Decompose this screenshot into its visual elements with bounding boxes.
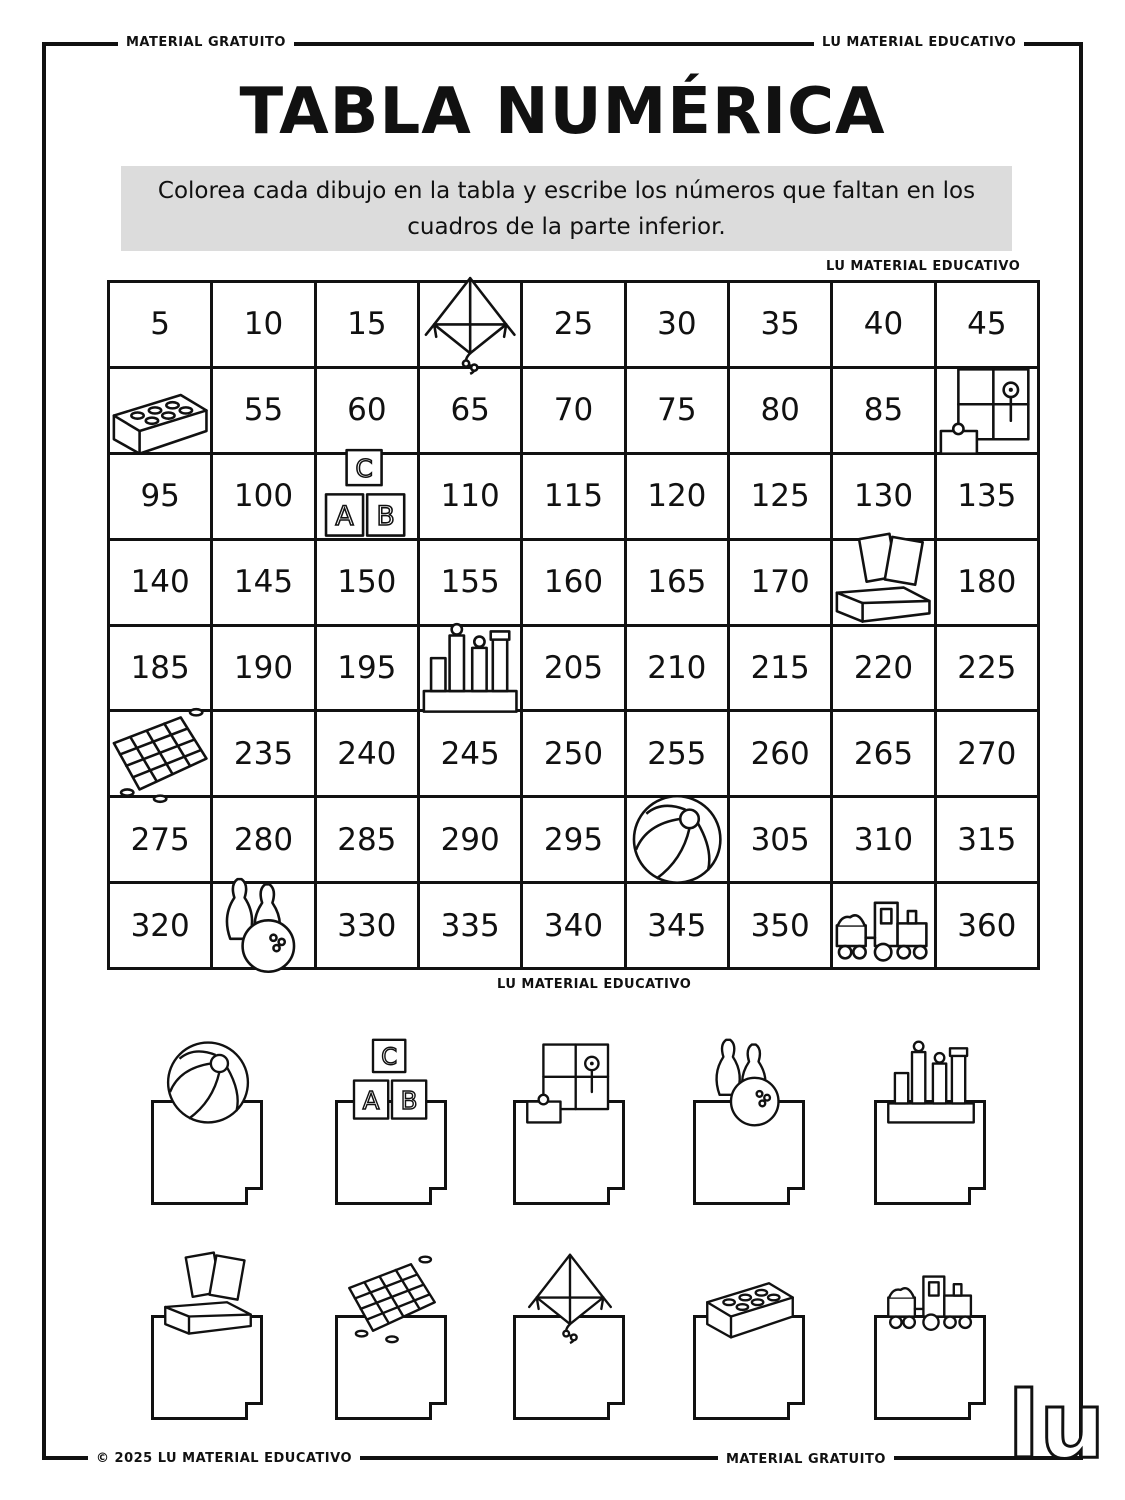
number-cell: 295 xyxy=(523,798,626,884)
number-cell: 305 xyxy=(730,798,833,884)
number-cell: 350 xyxy=(730,884,833,970)
number-table xyxy=(107,280,1040,970)
number-cell: 345 xyxy=(627,884,730,970)
number-cell: 285 xyxy=(317,798,420,884)
number-cell: 250 xyxy=(523,712,626,798)
number-cell: 135 xyxy=(937,455,1040,541)
number-cell: 70 xyxy=(523,369,626,455)
number-cell: 290 xyxy=(420,798,523,884)
number-cell: 265 xyxy=(833,712,936,798)
number-cell: 320 xyxy=(110,884,213,970)
number-cell: 40 xyxy=(833,283,936,369)
number-cell: 180 xyxy=(937,541,1040,627)
number-cell: 215 xyxy=(730,627,833,713)
number-cell: 170 xyxy=(730,541,833,627)
number-cell: 145 xyxy=(213,541,316,627)
number-cell: 275 xyxy=(110,798,213,884)
watermark-top: LU MATERIAL EDUCATIVO xyxy=(826,259,1021,274)
answer-card-checkers xyxy=(327,1250,457,1420)
number-cell: 25 xyxy=(523,283,626,369)
instructions-text: Colorea cada dibujo en la tabla y escribe los números que faltan en los cuadros de la parte inferior. xyxy=(157,177,976,240)
kite-icon xyxy=(420,283,523,369)
number-cell: 155 xyxy=(420,541,523,627)
number-cell: 15 xyxy=(317,283,420,369)
answer-card-abc-blocks xyxy=(327,1035,457,1205)
svg-text:C: C xyxy=(355,453,373,483)
number-cell: 125 xyxy=(730,455,833,541)
number-cell: 120 xyxy=(627,455,730,541)
number-cell: 80 xyxy=(730,369,833,455)
number-cell: 335 xyxy=(420,884,523,970)
number-cell: 100 xyxy=(213,455,316,541)
answer-card-chess xyxy=(866,1035,996,1205)
abc-blocks-icon xyxy=(317,455,420,541)
number-cell: 140 xyxy=(110,541,213,627)
number-cell: 85 xyxy=(833,369,936,455)
number-cell: 30 xyxy=(627,283,730,369)
bowling-icon xyxy=(213,884,316,970)
answer-card-blocks-lego xyxy=(685,1250,815,1420)
lu-logo: lu xyxy=(1008,1372,1106,1479)
svg-text:A: A xyxy=(362,1086,380,1116)
number-cell: 220 xyxy=(833,627,936,713)
number-cell: 235 xyxy=(213,712,316,798)
number-cell: 5 xyxy=(110,283,213,369)
number-cell: 160 xyxy=(523,541,626,627)
number-cell: 240 xyxy=(317,712,420,798)
number-cell: 60 xyxy=(317,369,420,455)
answer-card-bowling xyxy=(685,1035,815,1205)
answer-card-beach-ball xyxy=(143,1035,273,1205)
number-cell: 95 xyxy=(110,455,213,541)
number-cell: 10 xyxy=(213,283,316,369)
number-cell: 195 xyxy=(317,627,420,713)
number-cell: 330 xyxy=(317,884,420,970)
number-cell: 360 xyxy=(937,884,1040,970)
number-cell: 255 xyxy=(627,712,730,798)
number-cell: 55 xyxy=(213,369,316,455)
number-cell: 150 xyxy=(317,541,420,627)
number-cell: 45 xyxy=(937,283,1040,369)
svg-text:B: B xyxy=(400,1086,418,1116)
number-cell: 270 xyxy=(937,712,1040,798)
chess-icon xyxy=(420,627,523,713)
answer-card-cards xyxy=(143,1250,273,1420)
number-cell: 225 xyxy=(937,627,1040,713)
number-cell: 210 xyxy=(627,627,730,713)
beach-ball-icon xyxy=(627,798,730,884)
answer-card-puzzle xyxy=(505,1035,635,1205)
header-right-label: LU MATERIAL EDUCATIVO xyxy=(814,35,1024,50)
svg-text:C: C xyxy=(381,1044,398,1071)
instructions-box xyxy=(121,166,1012,251)
number-cell: 205 xyxy=(523,627,626,713)
page-title: TABLA NUMÉRICA xyxy=(239,75,886,149)
number-cell: 165 xyxy=(627,541,730,627)
train-icon xyxy=(833,884,936,970)
footer-right-label: MATERIAL GRATUITO xyxy=(718,1452,894,1467)
number-cell: 190 xyxy=(213,627,316,713)
number-cell: 75 xyxy=(627,369,730,455)
answer-card-kite xyxy=(505,1250,635,1420)
number-cell: 35 xyxy=(730,283,833,369)
svg-text:B: B xyxy=(376,500,395,532)
checkers-icon xyxy=(110,712,213,798)
number-cell: 110 xyxy=(420,455,523,541)
number-cell: 185 xyxy=(110,627,213,713)
cards-icon xyxy=(833,541,936,627)
svg-text:A: A xyxy=(335,500,354,532)
number-cell: 340 xyxy=(523,884,626,970)
footer-copyright: © 2025 LU MATERIAL EDUCATIVO xyxy=(88,1451,360,1466)
number-cell: 280 xyxy=(213,798,316,884)
number-cell: 65 xyxy=(420,369,523,455)
number-cell: 115 xyxy=(523,455,626,541)
number-cell: 310 xyxy=(833,798,936,884)
blocks-lego-icon xyxy=(110,369,213,455)
answer-card-train xyxy=(866,1250,996,1420)
number-cell: 130 xyxy=(833,455,936,541)
number-cell: 260 xyxy=(730,712,833,798)
puzzle-icon xyxy=(937,369,1040,455)
number-cell: 315 xyxy=(937,798,1040,884)
watermark-bottom: LU MATERIAL EDUCATIVO xyxy=(497,977,692,992)
header-left-label: MATERIAL GRATUITO xyxy=(118,35,294,50)
number-cell: 245 xyxy=(420,712,523,798)
